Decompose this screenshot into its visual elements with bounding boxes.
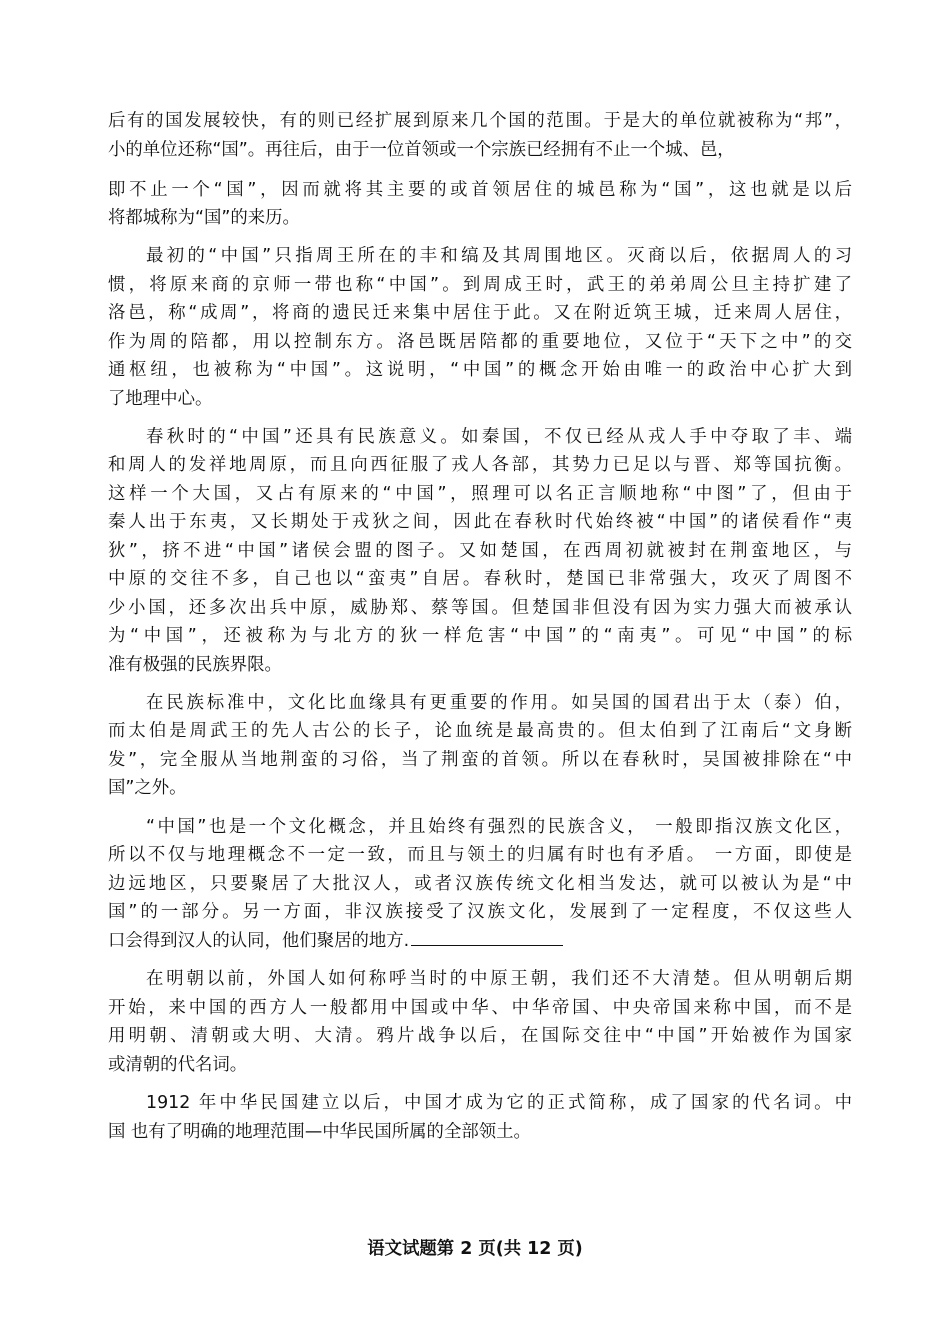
text-line: 国 也有了明确的地理范围—中华民国所属的全部领土。 [108,1122,531,1142]
text-line: 后有的国发展较快，有的则已经扩展到原来几个国的范围。于是大的单位就被称为“邦”， [108,111,852,131]
text-line: 在明朝以前，外国人如何称呼当时的中原王朝，我们还不大清楚。但从明朝后期 [146,969,852,989]
text-line: 最初的“中国”只指周王所在的丰和缟及其周围地区。灭商以后，依据周人的习 [146,246,852,266]
text-line: 国”之外。 [108,778,187,798]
text-line: 或清朝的代名词。 [108,1055,248,1075]
text-line: 惯，将原来商的京师一带也称“中国”。到周成王时，武王的弟弟周公旦主持扩建了 [108,275,852,295]
text-line: 中原的交往不多，自己也以“蛮夷”自居。春秋时，楚国已非常强大，攻灭了周图不 [108,569,852,589]
text-line: 洛邑，称“成周”，将商的遗民迁来集中居住于此。又在附近筑王城，迁来周人居住， [108,303,852,323]
text-line: 了地理中心。 [108,389,213,409]
text-line: 用明朝、清朝或大明、大清。鸦片战争以后，在国际交往中“中国”开始被作为国家 [108,1026,852,1046]
text-line: 春秋时的“中国”还具有民族意义。如秦国，不仅已经从戎人手中夺取了丰、端 [146,427,852,447]
text-line: 口会得到汉人的认同，他们聚居的地方. [108,931,410,951]
text-line: 秦人出于东夷，又长期处于戎狄之间，因此在春秋时代始终被“中国”的诸侯看作“夷 [108,512,852,532]
answer-line [108,929,852,955]
text-line: 少小国，还多次出兵中原，威胁郑、蔡等国。但楚国非但没有因为实力强大而被承认 [108,598,852,618]
text-line: 在民族标准中，文化比血缘具有更重要的作用。如吴国的国君出于太（泰）伯， [146,693,852,713]
text-line: 而太伯是周武王的先人古公的长子，论血统是最高贵的。但太伯到了江南后“文身断 [108,721,852,741]
text-line: 这样一个大国，又占有原来的“中国”，照理可以名正言顺地称“中图”了，但由于 [108,484,852,504]
text-line: 边远地区，只要聚居了大批汉人，或者汉族传统文化相当发达，就可以被认为是“中 [108,874,852,894]
text-line: 和周人的发祥地周原，而且向西征服了戎人各部，其势力已足以与晋、郑等国抗衡。 [108,455,852,475]
text-line: 小的单位还称“国”。再往后，由于一位首领或一个宗族已经拥有不止一个城、邑， [108,140,735,160]
text-line: 将都城称为“国”的来历。 [108,208,300,228]
text-line: 即不止一个“国”，因而就将其主要的或首领居住的城邑称为“国”，这也就是以后 [108,180,852,200]
text-line: “中国”也是一个文化概念，并且始终有强烈的民族含义， 一般即指汉族文化区， [146,817,852,837]
text-line: 开始，来中国的西方人一般都用中国或中华、中华帝国、中央帝国来称中国，而不是 [108,998,852,1018]
text-line: 准有极强的民族界限。 [108,655,282,675]
text-line: 国”的一部分。另一方面，非汉族接受了汉族文化，发展到了一定程度，不仅这些人 [108,902,852,922]
text-line: 作为周的陪都，用以控制东方。洛邑既居陪都的重要地位，又位于“天下之中”的交 [108,332,852,352]
text-line: 所以不仅与地理概念不一定一致，而且与领土的归属有时也有矛盾。 一方面，即使是 [108,845,852,865]
text-line: 通枢纽，也被称为“中国”。这说明，“中国”的概念开始由唯一的政治中心扩大到 [108,360,852,380]
text-line: 为“中国”，还被称为与北方的狄一样危害“中国”的“南夷”。可见“中国”的标 [108,626,852,646]
answer-blank[interactable] [411,929,563,946]
page-footer: 语文试题第 2 页(共 12 页) [367,1239,583,1259]
text-line: 发”，完全服从当地荆蛮的习俗，当了荆蛮的首领。所以在春秋时，吴国被排除在“中 [108,750,852,770]
text-line: 狄”，挤不进“中国”诸侯会盟的图子。又如楚国，在西周初就被封在荆蛮地区，与 [108,541,852,561]
text-line: 1912 年中华民国建立以后，中国才成为它的正式简称，成了国家的代名词。中 [146,1093,852,1113]
